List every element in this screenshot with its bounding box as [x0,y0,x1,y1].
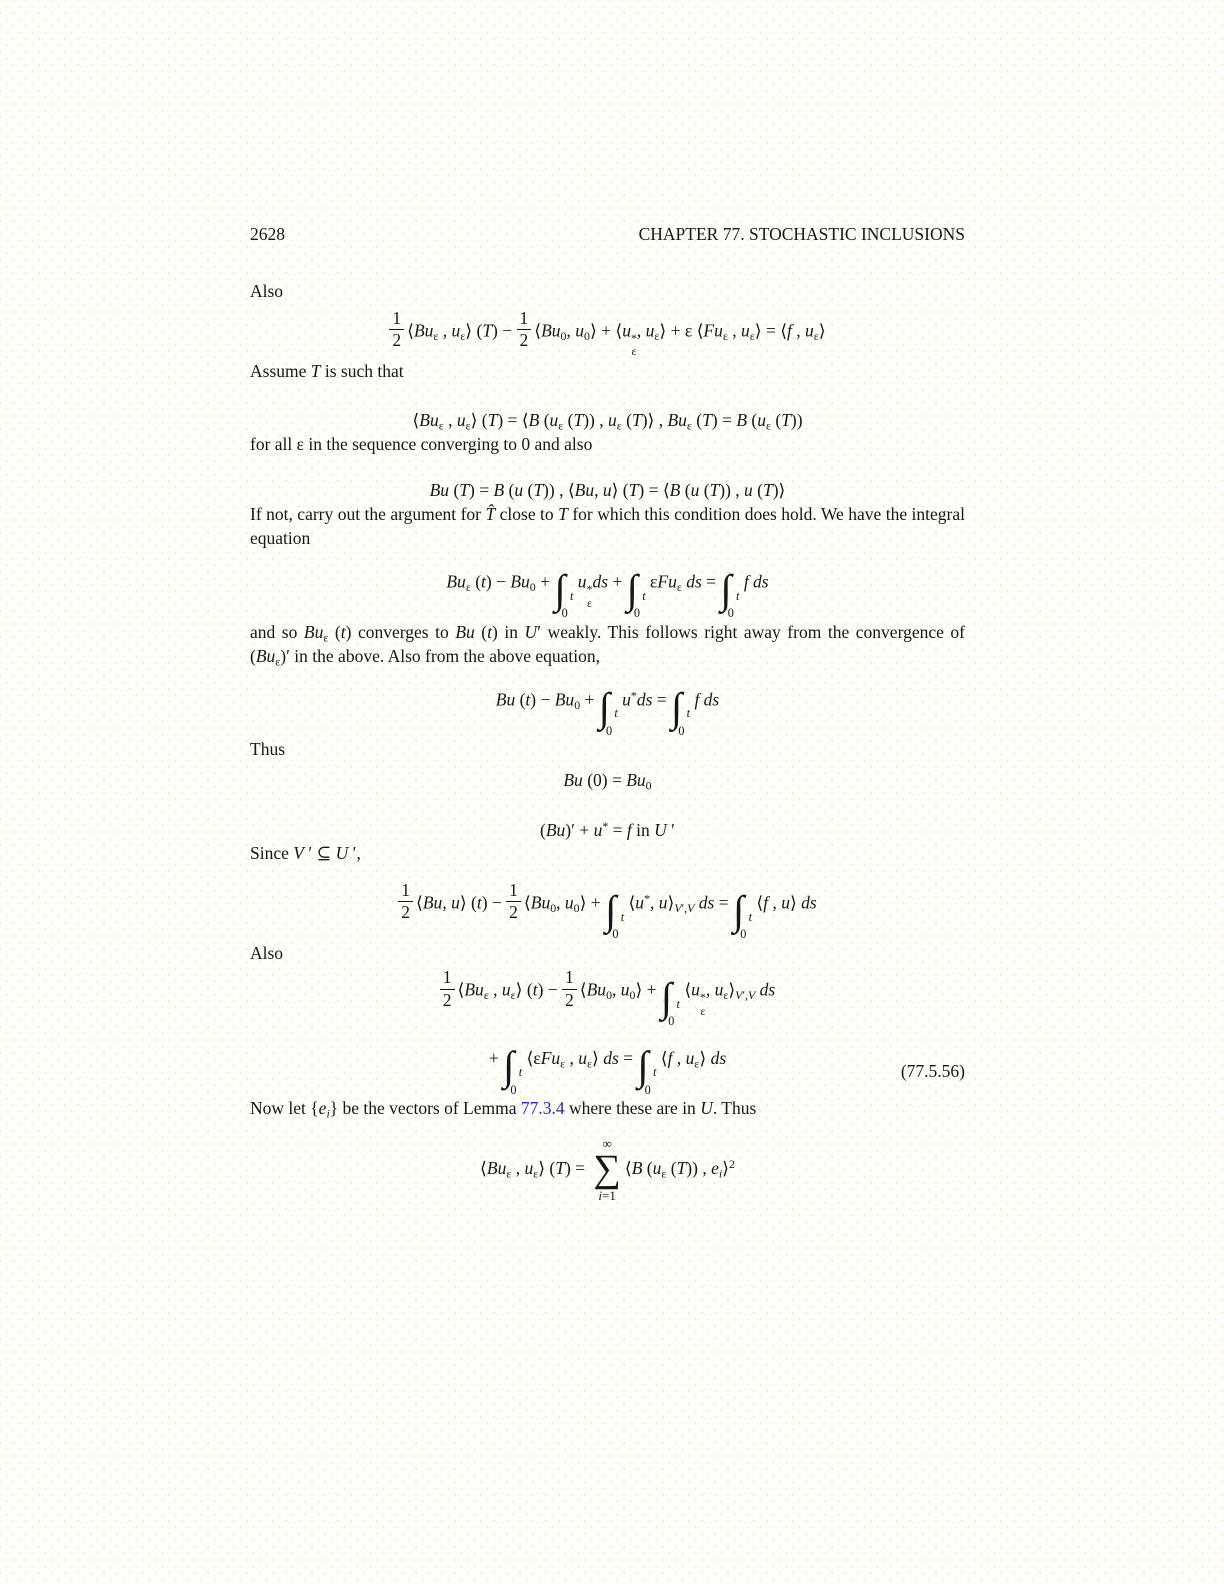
lemma-ref-link[interactable]: 77.3.4 [520,1098,565,1119]
chapter-header: CHAPTER 77. STOCHASTIC INCLUSIONS [638,224,965,244]
paragraph-forall: for all ε in the sequence converging to 0 and also [250,433,593,454]
page-number: 2628 [250,224,285,244]
page-header [250,224,965,245]
display-equation-8: $\frac{1}{2}$ ⟨Bu, u⟩ (t) − $\frac{1}{2}$ $⟨Bu_0$, $u_0⟩$ + ∫ t 0 ⟨u*, $u⟩_{V',V}$ ds = ∫ t 0 ⟨f , u⟩ ds [250,882,965,941]
paragraph-thus: Thus [250,739,285,760]
display-equation-5: Bu $(t) - Bu_0$ + ∫ t 0 u*ds = ∫ t 0 f ds [495,683,720,738]
paragraph-nowlet: Now let $\{e_i\}$ be the vectors of Lemma 77.3.4 where these are in U. Thus [250,1098,757,1121]
display-equation-10: $⟨Bu_\varepsilon$ , $u_\varepsilon⟩$ (T) = ∞ ∑ i=1 ⟨B ($u_\varepsilon$ (T)) , $e_i⟩^2$ [480,1135,735,1204]
paragraph-also-2: Also [250,942,284,963]
display-equation-6: Bu $(0) = Bu_0$ [563,769,652,793]
paragraph-also-1: Also [250,281,284,301]
paragraph-since: Since V ′ ⊆ U ′, [250,843,361,864]
paragraph-andso: and so $Bu_\varepsilon$ (t) converges to Bu (t) in U′ weakly. This follows right away from the convergence of $(Bu_\varepsilon)'$ in the above. Also from the above equation, [250,621,965,669]
display-equation-9a: $\frac{1}{2}$ $⟨Bu_\varepsilon$ , $u_\varepsilon⟩$ (t) − $\frac{1}{2}$ $⟨Bu_0$, $u_0⟩$ + ∫ t 0 ⟨u * ε , $u_\varepsilon⟩_{V',V}$ ds [250,969,965,1028]
equation-9b-body: + ∫ t 0 ⟨εFu$_\varepsilon$ , $u_\varepsilon⟩$ ds = ∫ t 0 ⟨f , $u_\varepsilon⟩$ ds [488,1042,727,1098]
display-equation-7: (Bu)′ + u* = f in U ′ [540,818,675,840]
display-equation-4: $Bu_\varepsilon$ $(t) - Bu_0$ + ∫ t 0 u * ε ds + ∫ t 0 εFu$_\varepsilon$ ds = ∫ t 0 f ds [446,565,769,621]
paragraph-ifnot: If not, carry out the argument for T̂ close to T for which this condition does hold. We have the integral equation [250,503,966,549]
display-equation-3: Bu (T) = B (u (T)) , ⟨Bu, u⟩ (T) = ⟨B (u (T)) , u (T)⟩ [429,480,786,501]
display-equation-9b [250,1042,965,1098]
display-equation-2: $⟨Bu_\varepsilon$ , $u_\varepsilon⟩$ (T) = ⟨B ($u_\varepsilon$ (T)) , $u_\varepsilon$ (T)⟩ , $Bu_\varepsilon$ (T) = B ($u_\varepsilon$ (T)) [412,409,803,433]
equation-number: (77.5.56) [900,1061,965,1082]
paragraph-assume: Assume T is such that [250,361,404,382]
display-equation-1: $\frac{1}{2}$ $⟨Bu_\varepsilon$ , $u_\varepsilon⟩$ (T) − $\frac{1}{2}$ $⟨Bu_0$, $u_0⟩$ + ⟨u * ε , $u_\varepsilon⟩ + \varepsilon$ $⟨Fu_\varepsilon$ , $u_\varepsilon⟩$ = ⟨f , $u_\varepsilon⟩$ [250,310,965,360]
